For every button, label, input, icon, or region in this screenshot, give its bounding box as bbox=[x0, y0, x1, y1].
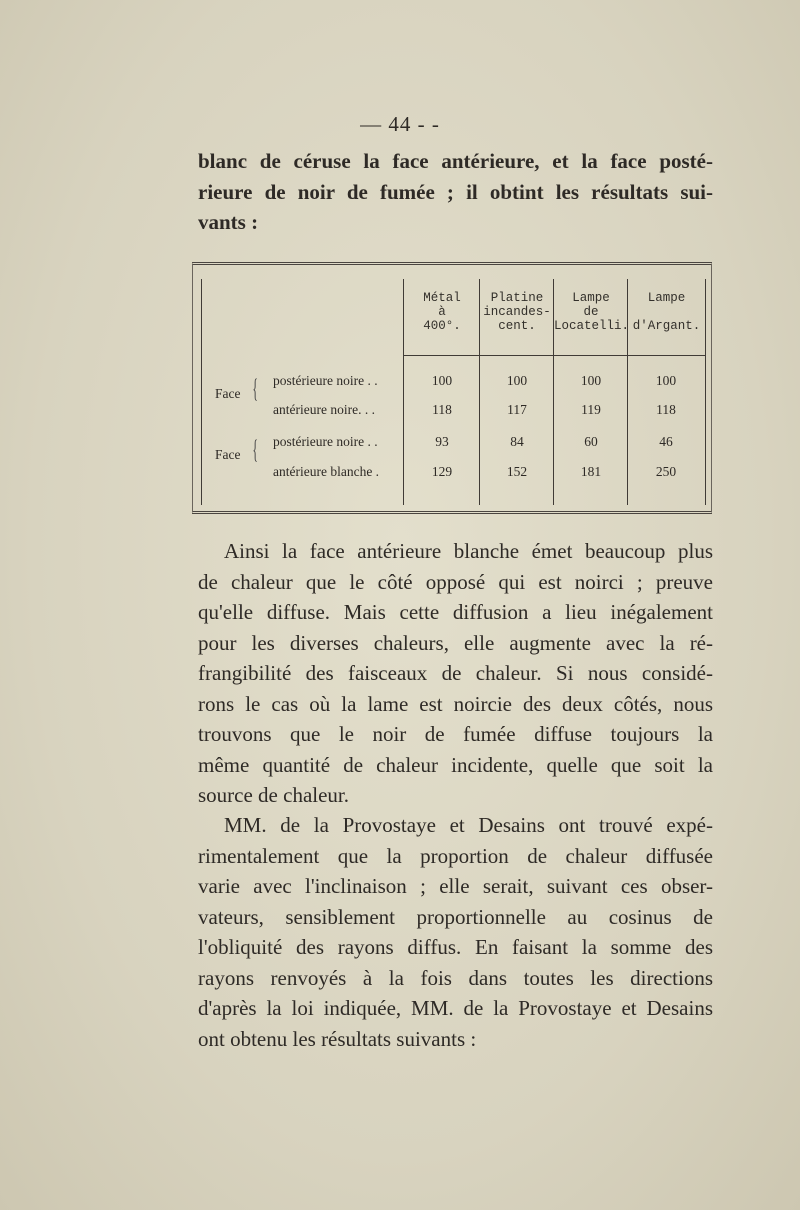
text-line: pour les diverses chaleurs, elle augmente avec la ré- bbox=[198, 630, 713, 655]
intro-text bbox=[198, 146, 713, 238]
text-line: frangibilité des faisceaux de chaleur. Si nous considé- bbox=[198, 661, 713, 685]
column-header: Lampe de Locatelli. bbox=[554, 291, 630, 333]
results-table bbox=[192, 262, 712, 514]
row-label: postérieure noire . . bbox=[273, 373, 378, 388]
brace-icon: { bbox=[252, 374, 259, 403]
intro-line: rieure de noir de fumée ; il obtint les résultats sui- bbox=[198, 179, 713, 204]
table-cell: 93 bbox=[435, 434, 449, 449]
table-cell: 100 bbox=[506, 373, 528, 388]
table-cell: 60 bbox=[584, 434, 598, 449]
text-line: MM. de la Provostaye et Desains ont trouvé expé- bbox=[224, 813, 713, 837]
text-line: ont obtenu les résultats suivants : bbox=[198, 1026, 477, 1051]
text-line: rayons renvoyés à la fois dans toutes les directions bbox=[198, 965, 713, 990]
row-label: antérieure noire. . . bbox=[273, 402, 375, 417]
intro-line: blanc de céruse la face antérieure, et la face posté- bbox=[198, 149, 713, 173]
table-cell: 118 bbox=[432, 402, 452, 417]
text-line: varie avec l'inclinaison ; elle serait, suivant ces obser- bbox=[198, 874, 713, 898]
text-line: vateurs, sensiblement proportionnelle au cosinus de bbox=[198, 904, 713, 929]
table-cell: 119 bbox=[581, 402, 601, 417]
column-header: Métal à 400°. bbox=[423, 291, 461, 333]
table-cell: 118 bbox=[656, 402, 676, 417]
table-cell: 46 bbox=[659, 434, 673, 449]
table-cell: 84 bbox=[510, 434, 524, 449]
text-line: Ainsi la face antérieure blanche émet beaucoup plus bbox=[224, 539, 713, 563]
intro-line: vants : bbox=[198, 210, 259, 234]
table-cell: 250 bbox=[655, 464, 677, 479]
table-cell: 129 bbox=[431, 464, 453, 479]
column-header: Lampe d'Argant. bbox=[632, 291, 701, 333]
paragraph-2 bbox=[198, 810, 713, 1054]
text-line: même quantité de chaleur incidente, quelle que soit la bbox=[198, 752, 713, 777]
face-label: Face bbox=[215, 386, 241, 401]
brace-icon: { bbox=[252, 435, 259, 464]
page-number: — 44 - - bbox=[360, 112, 440, 136]
face-label: Face bbox=[215, 447, 241, 462]
table-rule bbox=[705, 279, 706, 505]
text-line: de chaleur que le côté opposé qui est noirci ; preuve bbox=[198, 569, 713, 594]
paragraph-1 bbox=[198, 536, 713, 811]
column-header: Platine incandes- cent. bbox=[483, 291, 551, 333]
table-cell: 152 bbox=[506, 464, 528, 479]
table-cell: 117 bbox=[507, 402, 527, 417]
table-rule bbox=[201, 279, 202, 505]
text-line: rons le cas où la lame est noircie des deux côtés, nous bbox=[198, 691, 713, 716]
header-rule bbox=[403, 355, 705, 356]
table-cell: 100 bbox=[655, 373, 677, 388]
text-line: trouvons que le noir de fumée diffuse toujours la bbox=[198, 722, 713, 746]
table-cell: 100 bbox=[431, 373, 453, 388]
table-cell: 100 bbox=[580, 373, 602, 388]
text-line: d'après la loi indiquée, MM. de la Provostaye et Desains bbox=[198, 996, 713, 1020]
row-label: postérieure noire . . bbox=[273, 434, 378, 449]
text-line: rimentalement que la proportion de chaleur diffusée bbox=[198, 843, 713, 868]
text-line: qu'elle diffuse. Mais cette diffusion a lieu inégalement bbox=[198, 600, 713, 624]
table-rule bbox=[403, 279, 404, 505]
text-line: source de chaleur. bbox=[198, 783, 350, 807]
table-cell: 181 bbox=[580, 464, 602, 479]
text-line: l'obliquité des rayons diffus. En faisant la somme des bbox=[198, 935, 713, 959]
row-label: antérieure blanche . bbox=[273, 464, 380, 479]
